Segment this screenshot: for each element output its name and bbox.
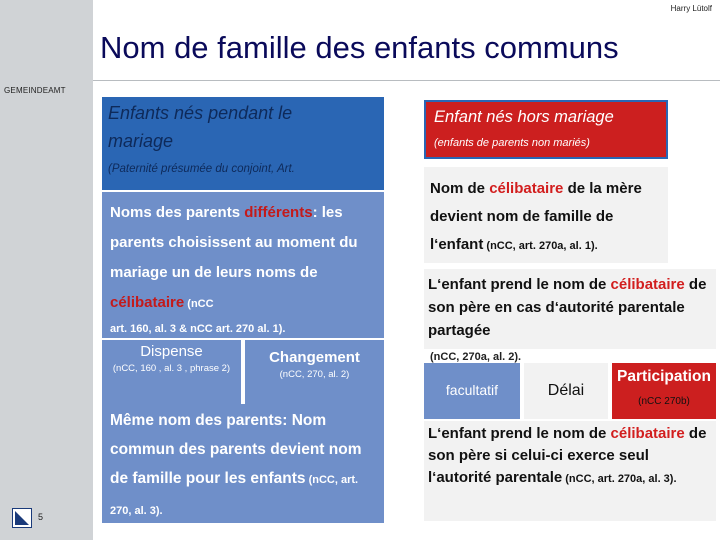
shared-authority-box	[424, 269, 716, 349]
delai-box: Délai	[524, 363, 608, 419]
changement-ref: (nCC, 270, al. 2)	[279, 369, 350, 380]
same-name-ref: (nCC, art. 270, al. 3).	[110, 474, 359, 517]
different-names-text	[110, 198, 376, 319]
dispense-box	[102, 340, 241, 406]
changement-label: Changement	[269, 349, 360, 366]
different-lead-end: :	[312, 204, 318, 221]
left-header-title-line2: mariage	[108, 131, 174, 151]
same-name-text: Même nom des parents: Nom commun des parents devient nom de famille pour les enfants	[110, 412, 362, 487]
mother-name-box	[424, 167, 668, 263]
author-name: Harry Lütolf	[670, 4, 712, 13]
page-number: 5	[38, 512, 44, 522]
left-side-band	[0, 0, 93, 540]
org-label: GEMEINDEAMT	[4, 86, 66, 95]
different-keyword: différents	[244, 204, 313, 221]
right-column-header	[424, 100, 668, 159]
mother-ref: (nCC, art. 270a, al. 1).	[483, 240, 598, 252]
facultatif-box: facultatif	[424, 363, 520, 419]
shared-celibataire: célibataire	[610, 276, 685, 293]
dispense-label: Dispense	[140, 343, 203, 360]
mother-celibataire: célibataire	[489, 180, 564, 197]
left-header-title-line1: Enfants nés pendant le	[108, 103, 293, 123]
left-header-subtitle: (Paternité présumée du conjoint, Art.	[108, 163, 295, 175]
alone-celibataire: célibataire	[610, 425, 685, 442]
same-name-box	[102, 404, 384, 523]
mother-pre: Nom de	[430, 180, 490, 197]
logo-icon	[12, 508, 32, 528]
right-header-subtitle: (enfants de parents non mariés)	[434, 137, 590, 149]
slide-title: Nom de famille des enfants communs	[100, 30, 619, 65]
shared-pre: L‘enfant prend le nom de	[428, 276, 611, 293]
changement-box	[245, 340, 384, 406]
participation-label: Participation	[617, 368, 711, 385]
different-names-box	[102, 192, 384, 338]
different-body: les parents choisissent au moment du mariage un de leurs noms de	[110, 204, 358, 281]
different-ref-inline: (nCC	[184, 298, 214, 310]
alone-post: de son père si celui-ci exerce seul l‘autorité parentale	[428, 425, 707, 486]
participation-box	[612, 363, 716, 419]
sole-authority-box	[424, 421, 716, 521]
different-lead: Noms des parents	[110, 204, 245, 221]
logo-icon-graphic	[13, 509, 31, 527]
left-column-header	[102, 97, 384, 190]
right-header-title: Enfant nés hors mariage	[434, 108, 614, 126]
dispense-ref: (nCC, 160 , al. 3 , phrase 2)	[112, 363, 231, 374]
participation-ref: (nCC 270b)	[638, 396, 690, 407]
alone-ref: (nCC, art. 270a, al. 3).	[562, 473, 677, 485]
title-divider	[93, 80, 720, 81]
mother-post: de la mère devient nom de famille de l‘enfant	[430, 180, 642, 253]
different-ref: art. 160, al. 3 & nCC art. 270 al. 1).	[110, 323, 286, 335]
different-celibataire: célibataire	[110, 294, 185, 311]
shared-ref: (nCC, 270a, al. 2).	[430, 351, 522, 363]
alone-pre: L‘enfant prend le nom de	[428, 425, 611, 442]
shared-post: de son père en cas d‘autorité parentale partagée	[428, 276, 707, 339]
